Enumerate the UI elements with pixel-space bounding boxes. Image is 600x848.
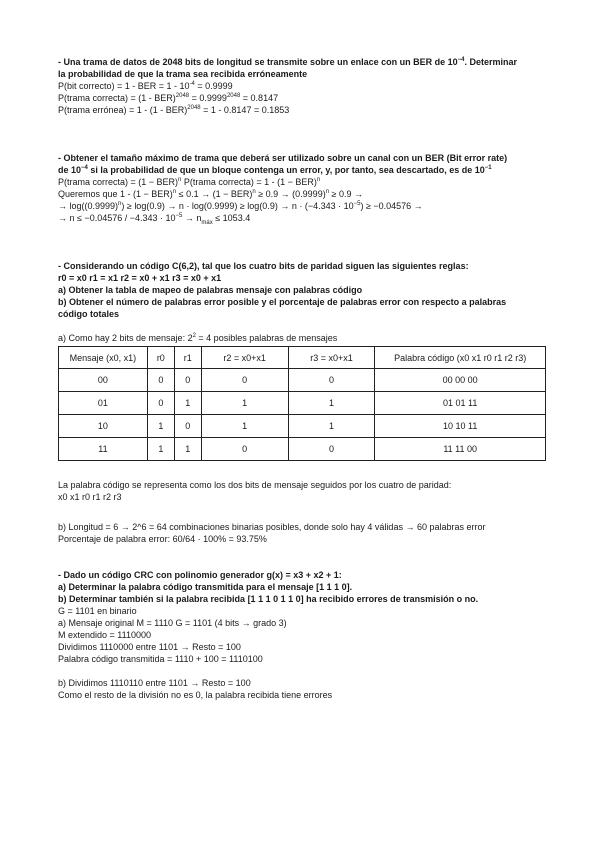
table-cell: 1	[201, 415, 288, 438]
s2-l2-a: Queremos que 1 - (1 − BER)	[58, 189, 173, 199]
section-3-title-line-4: b) Obtener el número de palabras error posible y el porcentaje de palabras error con respecto a palabras	[58, 297, 507, 307]
codeword-note-line-1: La palabra código se representa como los dos bits de mensaje seguidos por los cuatro de paridad:	[58, 480, 452, 490]
s1-l1-sup: -4	[189, 81, 195, 87]
s2-l1-a: P(trama correcta) = (1 − BER)	[58, 177, 179, 187]
section-3-title-line-3: a) Obtener la tabla de mapeo de palabras mensaje con palabras código	[58, 285, 363, 295]
s1-title-end: . Determinar	[464, 57, 517, 67]
table-cell: 0	[288, 369, 375, 392]
s2-l1-sup2: n	[316, 177, 321, 183]
table-cell: 10 10 11	[375, 415, 546, 438]
s2-l2-sup1: n	[172, 189, 177, 195]
s1-title-sup: −4	[457, 57, 465, 63]
s3-intro-a: a) Como hay 2 bits de mensaje: 2	[58, 333, 193, 343]
s2-l3-b: ) ≥ log(0.9) → n · log(0.9999) ≥ log(0.9) → n · (−4.343 · 10	[121, 201, 354, 211]
table-cell: 1	[288, 392, 375, 415]
s2-l2-sup3: n	[325, 189, 330, 195]
table-cell: 01 01 11	[375, 392, 546, 415]
p-bit-correct-line	[58, 80, 548, 92]
table-cell: 0	[288, 438, 375, 461]
section-2-title-line-1: - Obtener el tamaño máximo de trama que deberá ser utilizado sobre un canal con un BER (Bit error rate)	[58, 153, 508, 163]
s2-l4-sub: máx	[201, 219, 213, 226]
s1-title-text: - Una trama de datos de 2048 bits de longitud se transmite sobre un enlace con un BER de 10	[58, 57, 458, 67]
document-page	[58, 56, 548, 701]
spacer	[58, 545, 548, 569]
s1-l2-sup1: 2048	[175, 93, 190, 99]
s2-l3-a: → log((0.9999)	[58, 201, 119, 211]
s2-l3-sup1: n	[118, 201, 122, 207]
table-cell: 1	[147, 438, 174, 461]
spacer	[58, 461, 548, 479]
s3-intro-b: = 4 posibles palabras de mensajes	[195, 333, 338, 343]
header-r1: r1	[174, 347, 201, 369]
table-row	[59, 369, 546, 392]
s2-line-1	[58, 176, 548, 188]
section-crc	[58, 569, 548, 701]
table-row	[59, 438, 546, 461]
table-cell: 10	[59, 415, 148, 438]
section-3-title-line-1: - Considerando un código C(6,2), tal que los cuatro bits de paridad siguen las siguientes reglas:	[58, 261, 469, 271]
crc-line-7: Como el resto de la división no es 0, la palabra recibida tiene errores	[58, 690, 333, 700]
s2-l2-d: ≥ 0.9 →	[329, 189, 363, 199]
s2-l4-a: → n ≤ −0.04576 / −4.343 · 10	[58, 213, 176, 223]
s1-l2-c: = 0.8147	[240, 93, 279, 103]
s2-line-4	[58, 212, 548, 224]
s1-l3-b: = 1 - 0.8147 = 0.1853	[200, 105, 290, 115]
header-r2: r2 = x0+x1	[201, 347, 288, 369]
s2-l2-c: ≥ 0.9 → (0.9999)	[255, 189, 326, 199]
table-header-row	[59, 347, 546, 369]
table-cell: 01	[59, 392, 148, 415]
section-4-title-line-2: a) Determinar la palabra código transmitida para el mensaje [1 1 1 0].	[58, 582, 353, 592]
table-cell: 1	[174, 392, 201, 415]
s2-l2-b: ≤ 0.1 → (1 − BER)	[176, 189, 253, 199]
s2-l2-sup2: n	[252, 189, 256, 195]
table-cell: 0	[201, 438, 288, 461]
s2-line-3	[58, 200, 548, 212]
table-cell: 00 00 00	[375, 369, 546, 392]
s2-t2-sup2: −1	[484, 165, 492, 171]
s1-l2-a: P(trama correcta) = (1 - BER)	[58, 93, 176, 103]
s3-intro-sup: 2	[192, 333, 196, 339]
p-frame-correct-line	[58, 92, 548, 104]
spacer	[58, 116, 548, 140]
s2-l3-sup2: −5	[353, 201, 361, 207]
crc-line-2: a) Mensaje original M = 1110 G = 1101 (4 bits → grado 3)	[58, 618, 287, 628]
mapping-table	[58, 346, 546, 461]
s2-l1-b: P(trama correcta) = 1 - (1 − BER)	[181, 177, 317, 187]
table-cell: 1	[174, 438, 201, 461]
crc-line-6: b) Dividimos 1110110 entre 1101 → Resto = 100	[58, 678, 251, 688]
answer-b-line-1: b) Longitud = 6 → 2^6 = 64 combinaciones binarias posibles, donde solo hay 4 válidas → 60 palabras error	[58, 522, 486, 532]
s2-t2-a: de 10	[58, 165, 82, 175]
section-2-title-line-2	[58, 164, 548, 176]
s2-t2-b: si la probabilidad de que un bloque contenga un error, y, por tanto, sea descartado, es de 10	[87, 165, 485, 175]
crc-line-5: Palabra código transmitida = 1110 + 100 = 1110100	[58, 654, 263, 664]
s2-l1-sup1: n	[178, 177, 182, 183]
table-cell: 0	[147, 392, 174, 415]
header-r0: r0	[147, 347, 174, 369]
table-cell: 0	[147, 369, 174, 392]
table-intro	[58, 332, 548, 344]
spacer	[58, 503, 548, 521]
spacer	[58, 140, 548, 152]
table-cell: 1	[201, 392, 288, 415]
table-cell: 0	[174, 415, 201, 438]
crc-line-4: Dividimos 1110000 entre 1101 → Resto = 100	[58, 642, 241, 652]
section-3-title-line-2: r0 = x0 r1 = x1 r2 = x0 + x1 r3 = x0 + x1	[58, 273, 222, 283]
spacer	[58, 665, 548, 677]
s1-l2-sup2: 2048	[226, 93, 241, 99]
header-mensaje: Mensaje (x0, x1)	[59, 347, 148, 369]
table-row	[59, 392, 546, 415]
s2-l3-c: ) ≥ −0.04576 →	[360, 201, 423, 211]
p-frame-error-line	[58, 104, 548, 116]
spacer	[58, 320, 548, 332]
s1-l3-sup: 2048	[187, 105, 201, 111]
section-ber-frame-error	[58, 56, 548, 116]
header-r3: r3 = x0+x1	[288, 347, 375, 369]
spacer	[58, 224, 548, 248]
table-cell: 0	[201, 369, 288, 392]
section-1-title-line-2: la probabilidad de que la trama sea recibida erróneamente	[58, 69, 308, 79]
s1-l1-a: P(bit correcto) = 1 - BER = 1 - 10	[58, 81, 190, 91]
s2-l4-c: ≤ 1053.4	[212, 213, 251, 223]
table-cell: 1	[147, 415, 174, 438]
section-4-title-line-3: b) Determinar también si la palabra recibida [1 1 1 0 1 1 0] ha recibido errores de transmisión o no.	[58, 594, 479, 604]
s2-l4-b: → n	[182, 213, 202, 223]
s1-l3-a: P(trama errónea) = 1 - (1 - BER)	[58, 105, 188, 115]
crc-line-3: M extendido = 1110000	[58, 630, 151, 640]
table-cell: 0	[174, 369, 201, 392]
codeword-note-line-2: x0 x1 r0 r1 r2 r3	[58, 492, 122, 502]
table-cell: 00	[59, 369, 148, 392]
table-cell: 11	[59, 438, 148, 461]
spacer	[58, 248, 548, 260]
section-max-frame-size	[58, 152, 548, 224]
section-4-title-line-1: - Dado un código CRC con polinomio generador g(x) = x3 + x2 + 1:	[58, 570, 342, 580]
table-cell: 1	[288, 415, 375, 438]
section-code-c62	[58, 260, 548, 545]
s2-t2-sup1: −4	[81, 165, 88, 171]
header-palabra-codigo: Palabra código (x0 x1 r0 r1 r2 r3)	[375, 347, 546, 369]
s1-l2-b: = 0.9999	[189, 93, 227, 103]
section-1-title-line-1	[58, 56, 548, 68]
section-3-title-line-5: código totales	[58, 309, 120, 319]
crc-line-1: G = 1101 en binario	[58, 606, 137, 616]
table-row	[59, 415, 546, 438]
s1-l1-b: = 0.9999	[194, 81, 233, 91]
s2-l4-sup: −5	[175, 213, 183, 219]
answer-b-line-2: Porcentaje de palabra error: 60/64 · 100% = 93.75%	[58, 534, 267, 544]
table-cell: 11 11 00	[375, 438, 546, 461]
s2-line-2	[58, 188, 548, 200]
